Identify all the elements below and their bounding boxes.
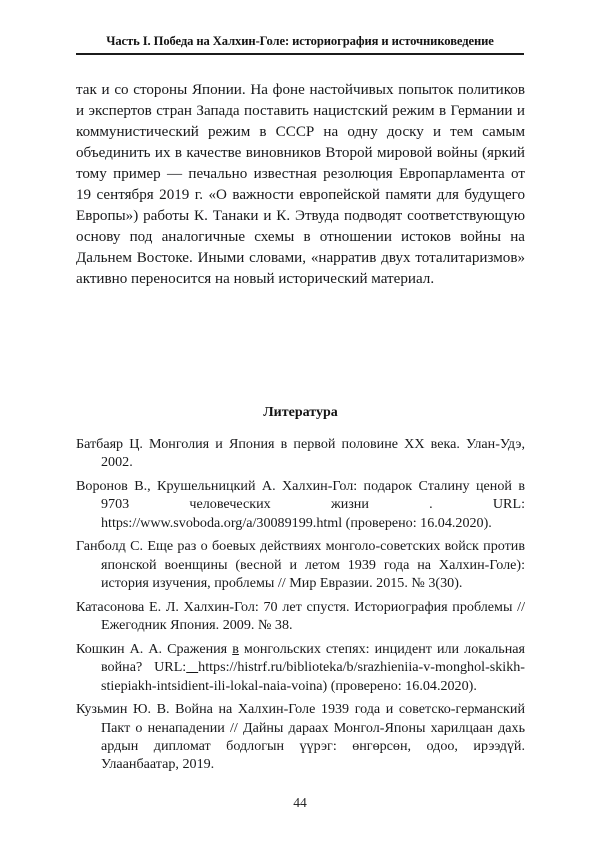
reference-entry: Катасонова Е. Л. Халхин-Гол: 70 лет спустя. Историография проблемы // Ежегодник Япония. 2009. № 38. — [76, 598, 525, 634]
page-number: 44 — [293, 795, 307, 810]
body-paragraph: так и со стороны Японии. На фоне настойчивых попыток политиков и экспертов стран Запада поставить нацистский режим в Германии и коммунистический режим в СССР на одну доску и тем самым объединить их в качестве виновников Второй мировой войны (яркий тому пример — печально известная резолюция Европарламента от 19 сентября 2019 г. «О важности европейской памяти для будущего Европы») работы К. Танаки и К. Этвуда подводят соответствующую основу под аналогичные схемы в отношении истоков войны на Дальнем Востоке. Иными словами, «нарратив двух тоталитаризмов» активно переносится на новый исторический материал. — [76, 82, 525, 288]
reference-entry: Ганболд С. Еще раз о боевых действиях монголо-советских войск против японской военщины (весной и летом 1939 года на Халхин-Голе): история изучения, проблемы // Мир Евразии. 2015. № 3(30). — [76, 538, 525, 592]
reference-url: https://histrf.ru/biblioteka/b/srazhieniia-v-monghol-skikh-stiepiakh-intsidient-ili-lokal-naia-voina) (проверено: 16.04.2020). — [101, 659, 525, 694]
references-section — [76, 405, 525, 774]
reference-text-segment: Кошкин А. А. Сражения — [76, 640, 233, 657]
reference-underlined-segment: в — [232, 640, 239, 657]
reference-text-segment: монгольских степях: инцидент или локальная война? URL: — [101, 640, 525, 676]
reference-entry — [76, 640, 525, 695]
body-text-column — [76, 80, 525, 290]
references-heading: Литература — [263, 405, 338, 420]
running-head-title: Часть I. Победа на Халхин-Голе: историография и источниковедение — [106, 34, 494, 48]
reference-entry: Кузьмин Ю. В. Война на Халхин-Голе 1939 года и советско-германский Пакт о ненападении // Дайны дараах Монгол-Японы харилцаан дахь ардын дипломат бодлогын үүрэг: өнгөрсөн, одоо, ирээдүй. Улаанбаатар, 2019. — [76, 701, 525, 773]
reference-entry: Батбаяр Ц. Монголия и Япония в первой половине XX века. Улан-Удэ, 2002. — [76, 436, 525, 471]
header-rule — [76, 53, 524, 55]
running-head — [76, 34, 524, 55]
reference-entry: Воронов В., Крушельницкий А. Халхин-Гол: подарок Сталину ценой в 9703 человеческих жизни . URL: https://www.svoboda.org/a/30089199.html (проверено: 16.04.2020). — [76, 478, 525, 531]
reference-underlined-space — [186, 659, 198, 675]
